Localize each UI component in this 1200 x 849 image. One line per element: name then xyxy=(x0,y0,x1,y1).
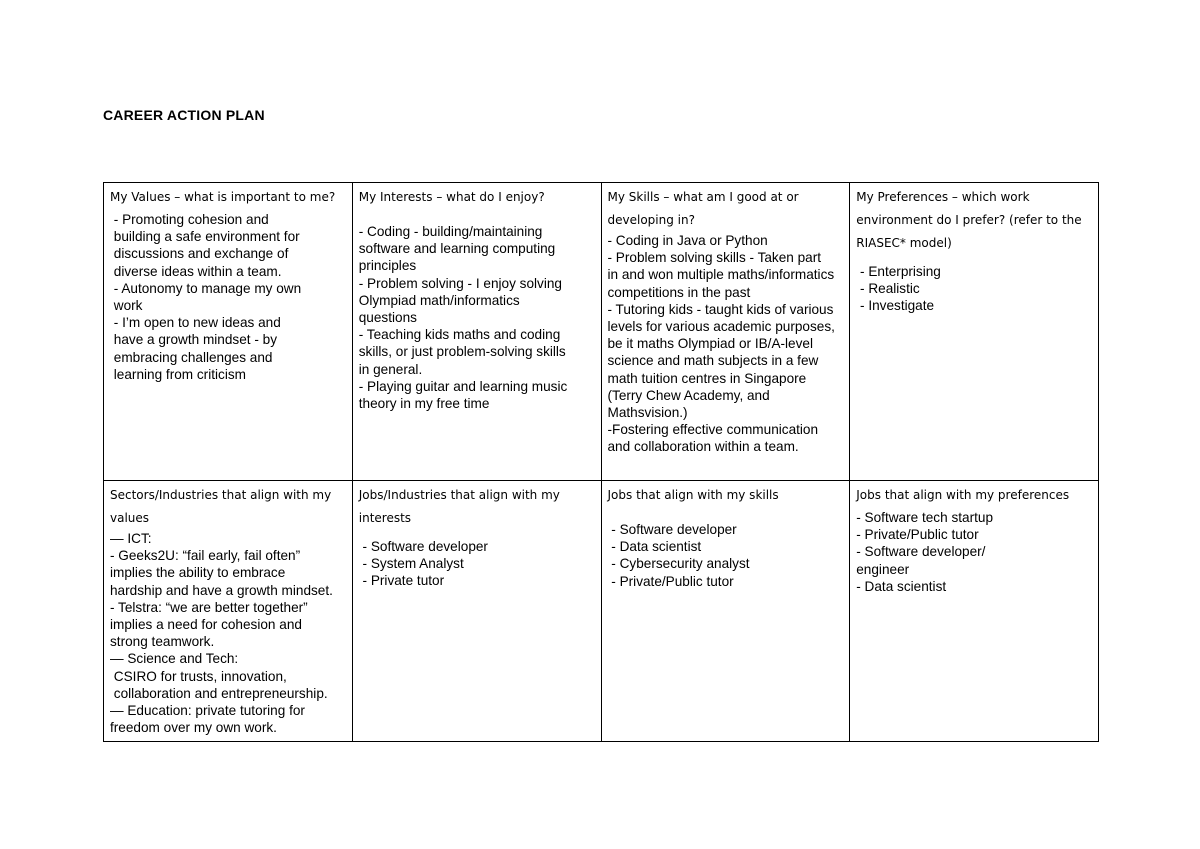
cell-heading: My Interests – what do I enjoy? xyxy=(358,190,545,204)
cell-heading: My Preferences – which work environment do I prefer? (refer to the RIASEC* model) xyxy=(856,190,1082,250)
cell-line: principles xyxy=(358,258,417,274)
cell-line: discussions and exchange of xyxy=(110,246,289,262)
cell-line: math tuition centres in Singapore xyxy=(607,370,807,386)
cell-heading: Sectors/Industries that align with my values xyxy=(110,488,332,525)
cell-line: - Coding in Java or Python xyxy=(607,233,768,248)
cell-line: implies the ability to embrace xyxy=(110,565,286,581)
cell-line: - Realistic xyxy=(856,281,920,297)
cell-line: - Telstra: “we are better together” xyxy=(110,599,308,615)
cell-line: - Software developer xyxy=(358,539,488,554)
cell-line: have a growth mindset - by xyxy=(110,332,277,348)
cell-line: hardship and have a growth mindset. xyxy=(110,582,333,598)
page-title: CAREER ACTION PLAN xyxy=(103,107,265,123)
interests-cell xyxy=(352,183,601,481)
cell-line: - Tutoring kids - taught kids of various xyxy=(607,301,834,317)
cell-line: implies a need for cohesion and xyxy=(110,617,302,633)
cell-line: - Autonomy to manage my own xyxy=(110,280,302,296)
cell-line: - Playing guitar and learning music xyxy=(358,378,568,394)
cell-line: - System Analyst xyxy=(358,556,464,572)
cell-line: - Private/Public tutor xyxy=(607,573,734,589)
cell-line: learning from criticism xyxy=(110,366,246,382)
cell-line: diverse ideas within a team. xyxy=(110,263,282,279)
cell-line: - Problem solving skills - Taken part xyxy=(607,250,822,266)
jobs-preferences-cell xyxy=(850,481,1099,742)
cell-body xyxy=(856,509,1092,595)
jobs-skills-cell xyxy=(601,481,850,742)
sectors-cell xyxy=(104,481,353,742)
cell-line: - Cybersecurity analyst xyxy=(607,556,750,572)
table-row xyxy=(104,481,1099,742)
cell-line: -Fostering effective communication xyxy=(607,422,819,438)
cell-line: skills, or just problem-solving skills xyxy=(358,344,566,360)
skills-cell xyxy=(601,183,850,481)
cell-line: - Software developer xyxy=(607,522,737,537)
cell-line: collaboration and entrepreneurship. xyxy=(110,685,328,701)
cell-line: questions xyxy=(358,310,417,326)
table-row xyxy=(104,183,1099,481)
cell-line: freedom over my own work. xyxy=(110,720,277,736)
cell-line: embracing challenges and xyxy=(110,349,273,365)
cell-heading: Jobs that align with my preferences xyxy=(856,488,1070,502)
cell-line: - I’m open to new ideas and xyxy=(110,315,281,331)
cell-line: - Private tutor xyxy=(358,573,445,589)
cell-line: - Data scientist xyxy=(856,578,947,594)
cell-body xyxy=(110,530,346,736)
cell-line: - Investigate xyxy=(856,298,935,314)
cell-heading: My Skills – what am I good at or developing in? xyxy=(607,190,799,227)
cell-line: be it maths Olympiad or IB/A-level xyxy=(607,336,813,352)
cell-heading: Jobs/Industries that align with my interests xyxy=(358,488,560,525)
cell-heading: Jobs that align with my skills xyxy=(607,488,779,502)
cell-line: - Geeks2U: “fail early, fail often” xyxy=(110,548,301,564)
cell-line: science and math subjects in a few xyxy=(607,353,819,369)
cell-line: — Science and Tech: xyxy=(110,651,239,667)
cell-line: in and won multiple maths/informatics xyxy=(607,267,835,283)
cell-line: — Education: private tutoring for xyxy=(110,703,305,719)
cell-line: - Enterprising xyxy=(856,264,941,279)
jobs-interests-cell xyxy=(352,481,601,742)
cell-line: competitions in the past xyxy=(607,284,751,300)
cell-body xyxy=(856,263,1092,315)
cell-line: - Software tech startup xyxy=(856,510,994,525)
cell-line: levels for various academic purposes, xyxy=(607,319,835,335)
cell-line: - Software developer/ xyxy=(856,544,986,560)
cell-line: - Promoting cohesion and xyxy=(110,212,269,227)
cell-line: CSIRO for trusts, innovation, xyxy=(110,668,287,684)
career-plan-table xyxy=(103,182,1099,742)
cell-line: (Terry Chew Academy, and xyxy=(607,387,770,403)
cell-line: - Coding - building/maintaining xyxy=(358,224,543,239)
cell-line: - Private/Public tutor xyxy=(856,527,979,543)
cell-body xyxy=(359,538,595,590)
cell-line: Olympiad math/informatics xyxy=(358,292,520,308)
cell-line: — ICT: xyxy=(110,531,152,546)
cell-body xyxy=(608,232,844,456)
cell-heading: My Values – what is important to me? xyxy=(110,190,336,204)
cell-body xyxy=(110,211,346,383)
cell-line: in general. xyxy=(358,361,423,377)
cell-line: work xyxy=(110,298,143,314)
values-cell xyxy=(104,183,353,481)
cell-line: - Data scientist xyxy=(607,539,702,555)
cell-line: theory in my free time xyxy=(358,396,490,412)
cell-body xyxy=(608,521,844,590)
cell-line: Mathsvision.) xyxy=(607,405,688,421)
cell-line: engineer xyxy=(856,561,910,577)
cell-body xyxy=(359,223,595,412)
cell-line: software and learning computing xyxy=(358,241,556,257)
preferences-cell xyxy=(850,183,1099,481)
cell-line: and collaboration within a team. xyxy=(607,439,799,455)
cell-line: - Teaching kids maths and coding xyxy=(358,327,561,343)
cell-line: strong teamwork. xyxy=(110,634,215,650)
cell-line: building a safe environment for xyxy=(110,229,300,245)
cell-line: - Problem solving - I enjoy solving xyxy=(358,275,562,291)
